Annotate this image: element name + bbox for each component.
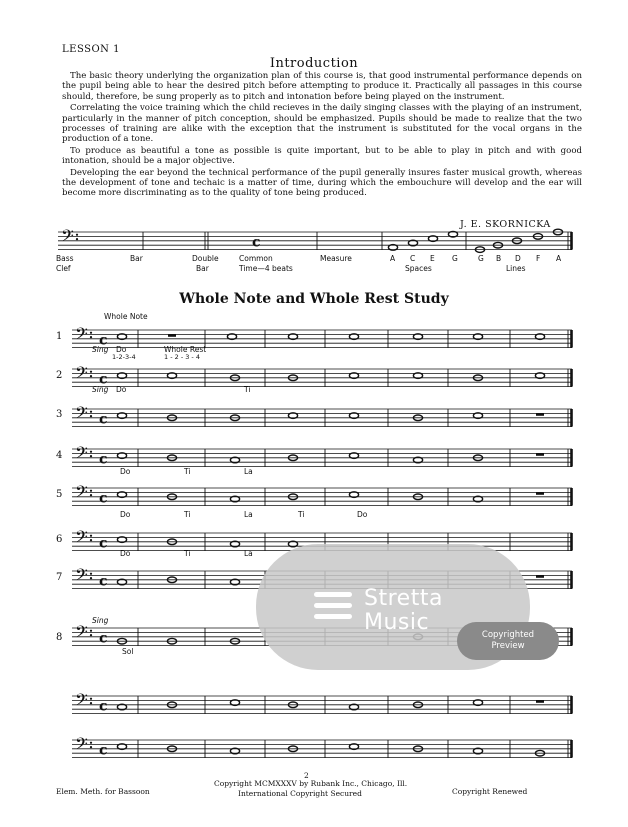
syllable: Do: [120, 549, 131, 558]
bass-clef-icon: 𝄢: [75, 689, 88, 714]
clef-dot: [90, 415, 92, 417]
common-time-icon: c: [99, 371, 108, 388]
final-bar-line: [570, 330, 573, 348]
sing-label: Sing: [92, 385, 109, 394]
clef-dot: [90, 411, 92, 413]
final-bar-line: [570, 740, 573, 758]
line-number: 7: [56, 572, 63, 583]
footer-international: International Copyright Secured: [238, 789, 362, 798]
whole-rest-icon: [536, 575, 544, 577]
whole-rest-icon: [536, 413, 544, 415]
footer-book-title: Elem. Meth. for Bassoon: [56, 787, 150, 796]
intro-paragraph: Correlating the voice training which the child recieves in the daily singing classes with the playing of an instrument, particularly in the manner of pitch conception, should be emphasized. Pupils should be made to realize that the two processes of training are alike with the exception that the instrument is substituted for the vocal organs in the production of a tone.: [62, 103, 582, 145]
final-bar-line: [570, 571, 573, 589]
watermark-logo-icon: [314, 603, 352, 608]
clef-dot: [90, 573, 92, 575]
footer-copyright: Copyright MCMXXXV by Rubank Inc., Chicago, Ill.: [214, 779, 408, 788]
legend-spaces: Spaces: [405, 264, 432, 273]
whole-rest-icon: [536, 700, 544, 702]
syllable: Ti: [244, 385, 251, 394]
syllable: Do: [120, 467, 131, 476]
clef-dot: [90, 336, 92, 338]
count-label: 1-2-3-4: [112, 353, 136, 361]
bass-clef-icon: 𝄢: [75, 402, 88, 427]
whole-rest-label: Whole Rest: [164, 345, 207, 354]
syllable: La: [244, 510, 253, 519]
bass-clef-icon: 𝄢: [75, 442, 88, 467]
lesson-label: LESSON 1: [62, 44, 120, 55]
final-bar-line: [570, 488, 573, 506]
line-number: 4: [56, 450, 63, 461]
author-name: J. E. SKORNICKA: [460, 219, 551, 230]
intro-title: Introduction: [269, 56, 359, 71]
clef-dot: [76, 234, 78, 236]
legend-line-note: F: [536, 254, 541, 263]
line-number: 5: [56, 489, 63, 500]
syllable: Do: [120, 510, 131, 519]
bass-clef-icon: 𝄢: [75, 526, 88, 551]
syllable: Ti: [298, 510, 305, 519]
legend-bar: Bar: [130, 254, 143, 263]
legend-bass: Bass: [56, 254, 74, 263]
clef-dot: [90, 375, 92, 377]
legend-lines: Lines: [506, 264, 526, 273]
syllable: Sol: [122, 647, 134, 656]
legend-line-note: B: [496, 254, 502, 263]
common-time-icon: c: [99, 411, 108, 428]
bass-clef-icon: 𝄢: [75, 564, 88, 589]
bass-clef-icon: 𝄢: [75, 733, 88, 758]
badge-line: Copyrighted: [481, 630, 535, 640]
legend-time: Time—4 beats: [239, 264, 293, 273]
syllable: Ti: [184, 549, 191, 558]
clef-dot: [90, 742, 92, 744]
bass-clef-icon: 𝄢: [61, 225, 74, 250]
syllable: Do: [357, 510, 368, 519]
syllable: Do: [116, 385, 127, 394]
final-bar-line: [570, 449, 573, 467]
legend-space-note: G: [452, 254, 458, 263]
legend-common: Common: [239, 254, 273, 263]
clef-dot: [90, 451, 92, 453]
syllable: Ti: [184, 467, 191, 476]
line-number: 3: [56, 409, 63, 420]
bass-clef-icon: 𝄢: [75, 481, 88, 506]
badge-line: Preview: [491, 641, 525, 651]
clef-dot: [90, 539, 92, 541]
syllable: Ti: [184, 510, 191, 519]
legend-measure: Measure: [320, 254, 352, 263]
legend-space-note: C: [410, 254, 416, 263]
common-time-icon: c: [99, 535, 108, 552]
clef-dot: [90, 634, 92, 636]
copyright-preview-badge: [457, 622, 559, 660]
bass-clef-icon: 𝄢: [75, 362, 88, 387]
clef-dot: [90, 702, 92, 704]
whole-rest-icon: [536, 453, 544, 455]
syllable: Do: [116, 345, 127, 354]
staff-lines: [58, 232, 572, 758]
final-bar-line: [570, 232, 573, 250]
clef-dot: [90, 746, 92, 748]
footer-renewed: Copyright Renewed: [452, 787, 528, 796]
common-time-icon: c: [99, 742, 108, 759]
final-bar-line: [570, 533, 573, 551]
syllable: La: [244, 549, 253, 558]
watermark-brand: Music: [364, 610, 430, 635]
legend-clef: Clef: [56, 264, 71, 273]
common-time-icon: c: [99, 630, 108, 647]
clef-dot: [90, 490, 92, 492]
legend-line-note: G: [478, 254, 484, 263]
clef-dot: [90, 455, 92, 457]
legend-double-bar: Bar: [196, 264, 209, 273]
final-bar-line: [570, 369, 573, 387]
watermark-logo-icon: [314, 592, 352, 597]
legend-line-note: A: [556, 254, 562, 263]
study-title: Whole Note and Whole Rest Study: [179, 291, 449, 307]
line-number: 1: [56, 331, 63, 342]
syllable: La: [244, 467, 253, 476]
common-time-icon: c: [99, 451, 108, 468]
common-time-icon: c: [99, 490, 108, 507]
bass-clef-icon: 𝄢: [75, 621, 88, 646]
sing-label: Sing: [92, 616, 109, 625]
watermark-brand: Stretta: [364, 586, 443, 611]
whole-note-label: Whole Note: [104, 312, 148, 321]
legend-space-note: E: [430, 254, 435, 263]
common-time-icon: c: [99, 332, 108, 349]
legend-space-note: A: [390, 254, 396, 263]
clef-dot: [90, 577, 92, 579]
legend-line-note: D: [515, 254, 521, 263]
line-number: 2: [56, 370, 63, 381]
clef-dot: [76, 238, 78, 240]
clef-dot: [90, 535, 92, 537]
clef-dot: [90, 698, 92, 700]
common-time-icon: c: [99, 573, 108, 590]
whole-rest-icon: [168, 334, 176, 336]
common-time-icon: c: [99, 698, 108, 715]
legend-double: Double: [192, 254, 219, 263]
count-label: 1 - 2 - 3 - 4: [164, 353, 200, 361]
page-number: 2: [304, 771, 309, 780]
common-time-icon: c: [252, 234, 261, 251]
clef-dot: [90, 630, 92, 632]
clef-dot: [90, 371, 92, 373]
sing-label: Sing: [92, 345, 109, 354]
whole-rest-icon: [536, 492, 544, 494]
watermark-logo-icon: [314, 614, 352, 619]
clef-dot: [90, 494, 92, 496]
intro-paragraph: Developing the ear beyond the technical performance of the pupil generally insures faster musical growth, whereas the development of tone and techaic is a matter of time, during which the embouchure will develop and the ear will become more discriminating as to the quality of tone being produced.: [62, 167, 582, 199]
final-bar-line: [570, 696, 573, 714]
final-bar-line: [570, 409, 573, 427]
line-number: 8: [56, 632, 63, 643]
clef-dot: [90, 332, 92, 334]
intro-paragraph: To produce as beautiful a tone as possible is quite important, but to be able to play in pitch and with good intonation, should be a major objective.: [62, 145, 582, 167]
final-bar-line: [570, 628, 573, 646]
line-number: 6: [56, 534, 63, 545]
intro-paragraph: The basic theory underlying the organization plan of this course is, that good instrumental performance depends on the pupil being able to hear the desired pitch before attempting to produce it. Practically all passages in this course should, therefore, be sung properly as to pitch and intonation before being played on the instrument.: [62, 71, 582, 102]
bass-clef-icon: 𝄢: [75, 323, 88, 348]
